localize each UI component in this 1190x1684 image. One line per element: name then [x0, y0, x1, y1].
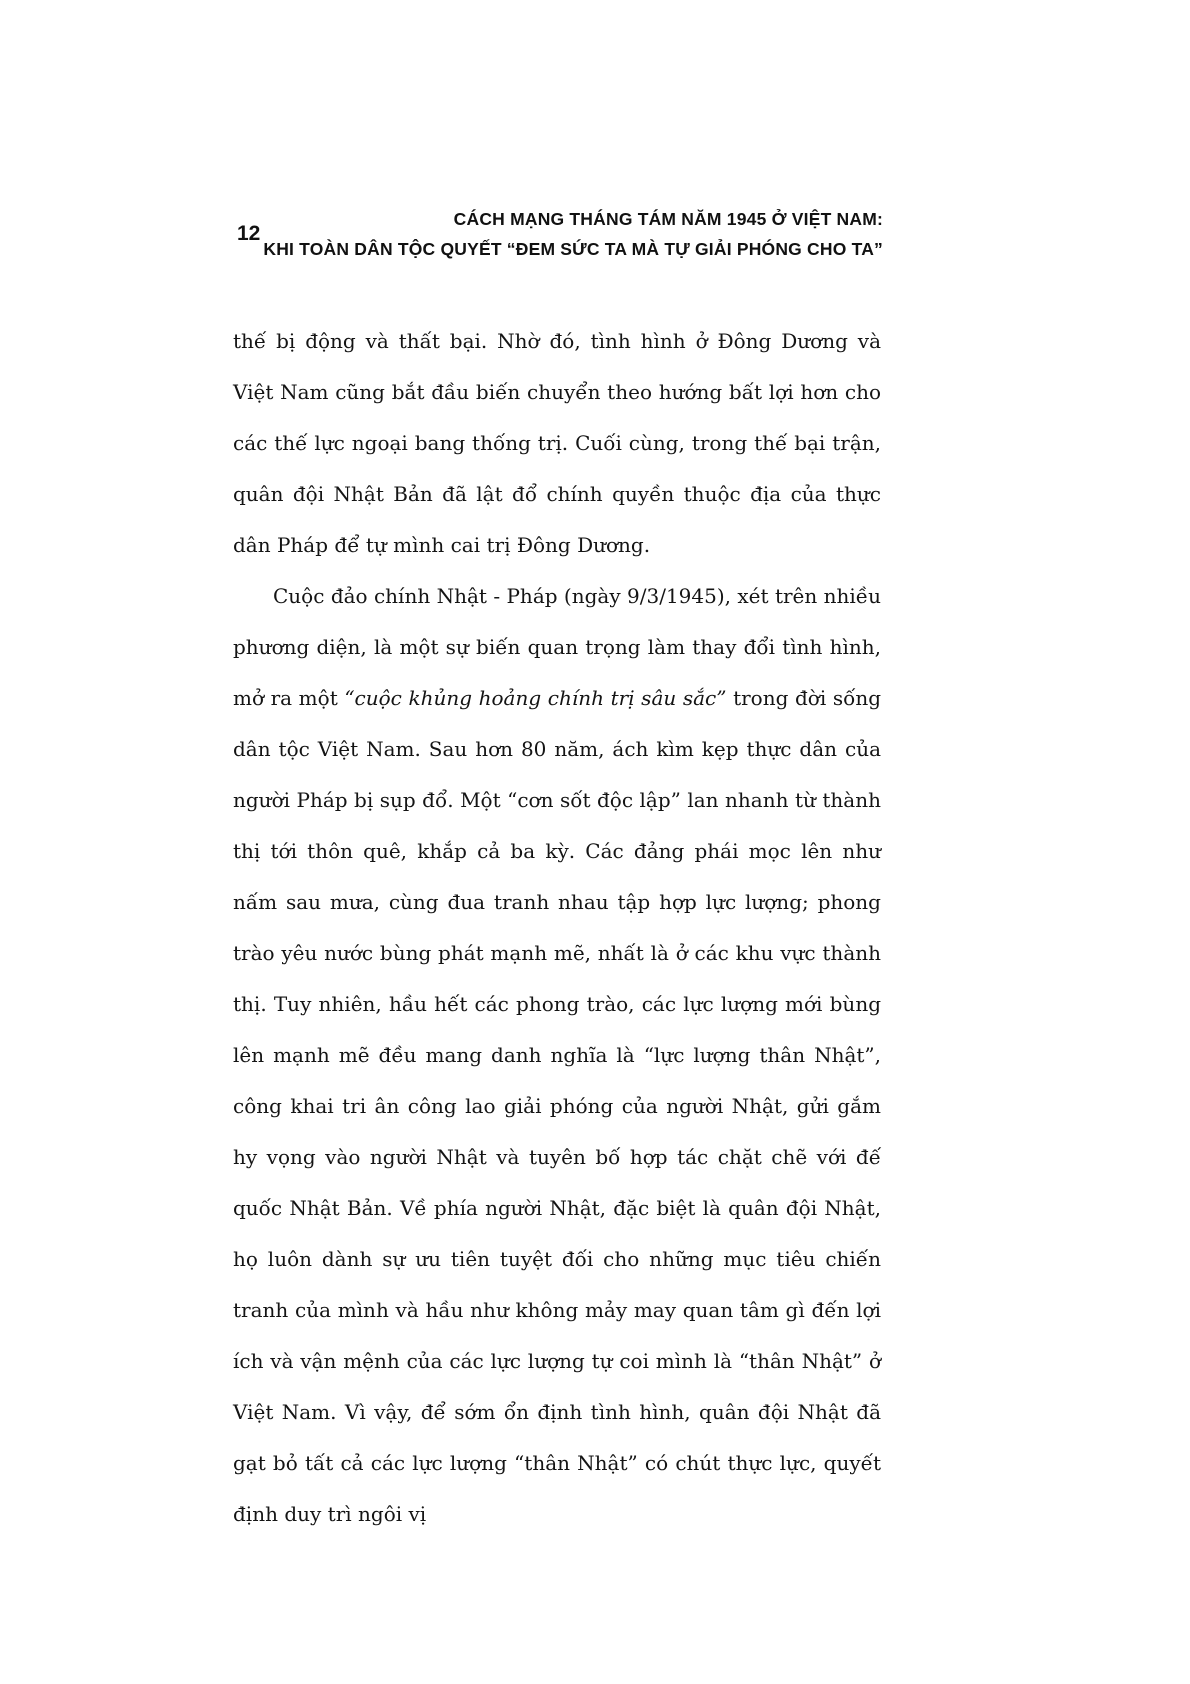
paragraph-1-text: thế bị động và thất bại. Nhờ đó, tình hình ở Đông Dương và Việt Nam cũng bắt đầu biến chuyển theo hướng bất lợi hơn cho các thế lực ngoại bang thống trị. Cuối cùng, trong thế bại trận, quân đội Nhật Bản đã lật đổ chính quyền thuộc địa của thực dân Pháp để tự mình cai trị Đông Dương.: [233, 329, 881, 557]
paragraph-2-text-before: Cuộc đảo chính Nhật - Pháp (ngày 9/3/1945), xét trên nhiều phương diện, là một sự biến quan trọng làm thay đổi tình hình, mở ra một: [233, 584, 881, 710]
paragraph-2: [233, 571, 881, 1540]
paragraph-2-text-after: trong đời sống dân tộc Việt Nam. Sau hơn 80 năm, ách kìm kẹp thực dân của người Pháp bị sụp đổ. Một “cơn sốt độc lập” lan nhanh từ thành thị tới thôn quê, khắp cả ba kỳ. Các đảng phái mọc lên như nấm sau mưa, cùng đua tranh nhau tập hợp lực lượng; phong trào yêu nước bùng phát mạnh mẽ, nhất là ở các khu vực thành thị. Tuy nhiên, hầu hết các phong trào, các lực lượng mới bùng lên mạnh mẽ đều mang danh nghĩa là “lực lượng thân Nhật”, công khai tri ân công lao giải phóng của người Nhật, gửi gắm hy vọng vào người Nhật và tuyên bố hợp tác chặt chẽ với đế quốc Nhật Bản. Về phía người Nhật, đặc biệt là quân đội Nhật, họ luôn dành sự ưu tiên tuyệt đối cho những mục tiêu chiến tranh của mình và hầu như không mảy may quan tâm gì đến lợi ích và vận mệnh của các lực lượng tự coi mình là “thân Nhật” ở Việt Nam. Vì vậy, để sớm ổn định tình hình, quân đội Nhật đã gạt bỏ tất cả các lực lượng “thân Nhật” có chút thực lực, quyết định duy trì ngôi vị: [233, 686, 882, 1526]
running-title: [260, 204, 883, 264]
paragraph-1: [233, 316, 881, 571]
running-title-line1: CÁCH MẠNG THÁNG TÁM NĂM 1945 Ở VIỆT NAM:: [453, 209, 883, 229]
running-title-line2: KHI TOÀN DÂN TỘC QUYẾT “ĐEM SỨC TA MÀ TỰ GIẢI PHÓNG CHO TA”: [263, 239, 883, 259]
page-body: [233, 316, 881, 1540]
page-number: 12: [237, 222, 261, 245]
page-header: [237, 204, 883, 264]
emphasized-phrase: “cuộc khủng hoảng chính trị sâu sắc”: [344, 686, 727, 710]
